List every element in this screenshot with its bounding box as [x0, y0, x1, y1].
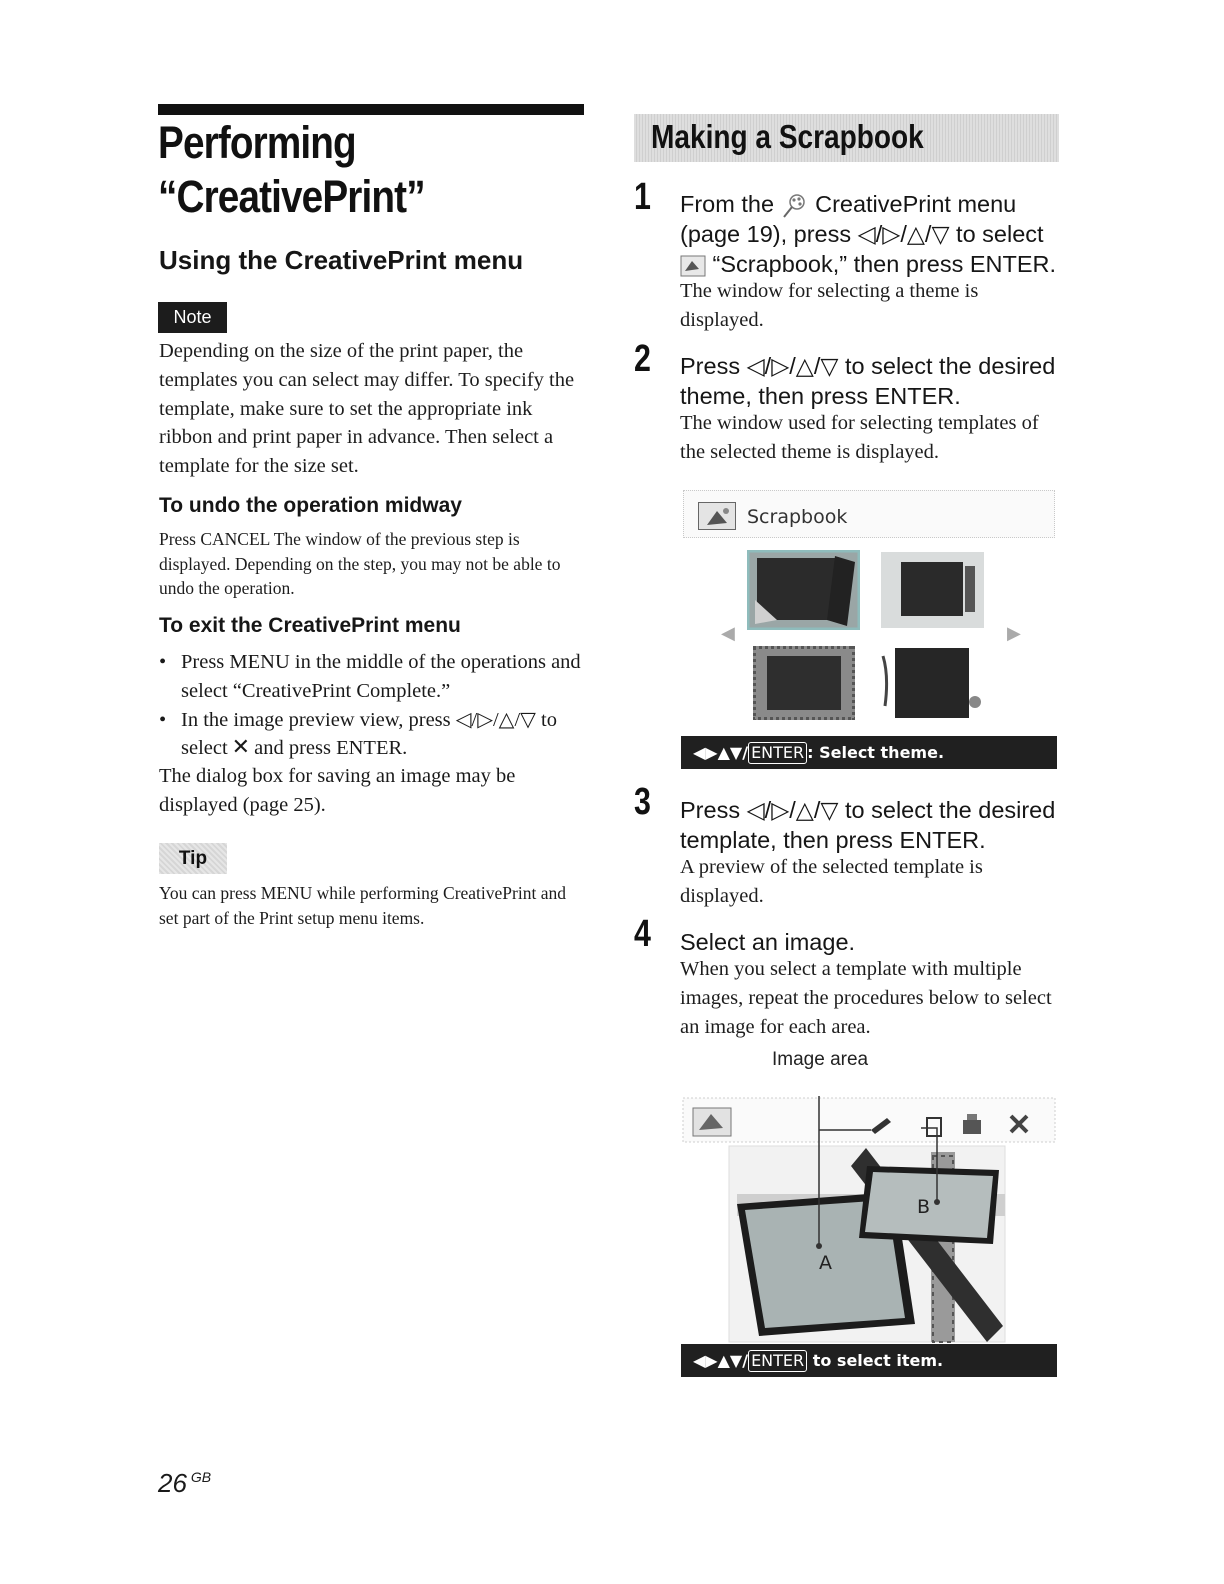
- tip-badge: Tip: [159, 843, 227, 874]
- section-subtitle: Using the CreativePrint menu: [159, 245, 524, 275]
- exit-bullet-list: [159, 648, 589, 763]
- title-rule: [158, 104, 584, 115]
- section-header: [634, 114, 1059, 162]
- undo-text: Press CANCEL The window of the previous step is displayed. Depending on the step, you may not be able to undo the operation.: [159, 529, 561, 598]
- theme-thumbnail-4[interactable]: [881, 646, 983, 720]
- area-b-label: B: [917, 1196, 931, 1218]
- template-preview: [681, 1096, 1057, 1344]
- step-1-number: 1: [634, 176, 651, 218]
- step-1-title-c: “Scrapbook,” then press ENTER.: [712, 251, 1057, 277]
- page-number-suffix: GB: [190, 1469, 212, 1485]
- step-3-body: A preview of the selected template is displayed.: [680, 856, 983, 907]
- step-2-title: Press ◁/▷/△/▽ to select the desired theme, then press ENTER.: [680, 353, 1056, 409]
- image-area-label: Image area: [772, 1049, 869, 1070]
- page-title: [158, 116, 528, 224]
- creativeprint-icon: [781, 193, 809, 219]
- exit-bullet-2-after: and press ENTER.: [254, 737, 408, 760]
- page-number-value: 26: [158, 1468, 187, 1498]
- screen-status-bar: [681, 1344, 1057, 1377]
- step-2-number: 2: [634, 338, 651, 380]
- step-4-body: When you select a template with multiple images, repeat the procedures below to select an image for each area.: [680, 958, 1052, 1038]
- scroll-left-arrow-icon[interactable]: ◀: [721, 623, 735, 643]
- navigation-keys-hint: ◀▶▲▼/: [693, 1351, 749, 1370]
- enter-key-hint: ENTER: [748, 1350, 807, 1372]
- step-1-title-b: CreativePrint menu (page 19), press ◁/▷/△/▽ to select: [680, 191, 1044, 247]
- note-badge: Note: [158, 302, 227, 333]
- exit-heading: To exit the CreativePrint menu: [159, 614, 461, 637]
- theme-selection-screen: [681, 488, 1057, 770]
- page-title-line2: “CreativePrint”: [158, 171, 425, 222]
- navigation-keys-hint: ◀▶▲▼/: [693, 743, 749, 762]
- step-1-body: The window for selecting a theme is displayed.: [680, 280, 979, 331]
- close-x-icon: ✕: [231, 735, 251, 761]
- undo-heading: To undo the operation midway: [159, 494, 462, 517]
- note-text: Depending on the size of the print paper, the templates you can select may differ. To specify the template, make sure to set the appropriate ink ribbon and print paper in advance. Then select a template for the size set.: [159, 340, 575, 478]
- screen-status-bar: [681, 736, 1057, 769]
- step-4-number: 4: [634, 913, 651, 955]
- theme-thumbnail-3[interactable]: [753, 646, 855, 720]
- scrapbook-icon: [698, 502, 736, 530]
- step-2-body: The window used for selecting templates of the selected theme is displayed.: [680, 412, 1039, 463]
- scrapbook-icon[interactable]: [693, 1108, 731, 1136]
- exit-after-text: The dialog box for saving an image may be displayed (page 25).: [159, 765, 516, 816]
- template-editing-screen: [681, 1096, 1057, 1378]
- exit-bullet-2-before: In the image preview view, press ◁/▷/△/▽ to select: [181, 708, 557, 760]
- area-a-label: A: [819, 1252, 832, 1274]
- section-header-title: Making a Scrapbook: [651, 118, 924, 155]
- step-3-title: Press ◁/▷/△/▽ to select the desired template, then press ENTER.: [680, 797, 1056, 853]
- page-number: [158, 1468, 211, 1499]
- scrapbook-icon: [680, 255, 706, 277]
- screen-header: [683, 490, 1055, 538]
- step-1-title-a: From the: [680, 191, 775, 217]
- enter-key-hint: ENTER: [748, 742, 807, 764]
- exit-bullet-1: • Press MENU in the middle of the operations and select “CreativePrint Complete.”: [159, 648, 589, 706]
- exit-bullet-2: [159, 706, 589, 764]
- step-3-number: 3: [634, 781, 651, 823]
- step-1-title: [680, 189, 1065, 279]
- step-4-title: Select an image.: [680, 929, 856, 955]
- theme-thumbnail-1[interactable]: [747, 550, 860, 630]
- scroll-right-arrow-icon[interactable]: ▶: [1007, 623, 1021, 643]
- theme-thumbnail-2[interactable]: [881, 552, 984, 628]
- screen-title: Scrapbook: [747, 506, 848, 528]
- tip-text: You can press MENU while performing CreativePrint and set part of the Print setup menu items.: [159, 883, 566, 928]
- status-bar-text: to select item.: [807, 1351, 944, 1370]
- page-title-line1: Performing: [158, 117, 356, 168]
- status-bar-text: : Select theme.: [807, 743, 945, 762]
